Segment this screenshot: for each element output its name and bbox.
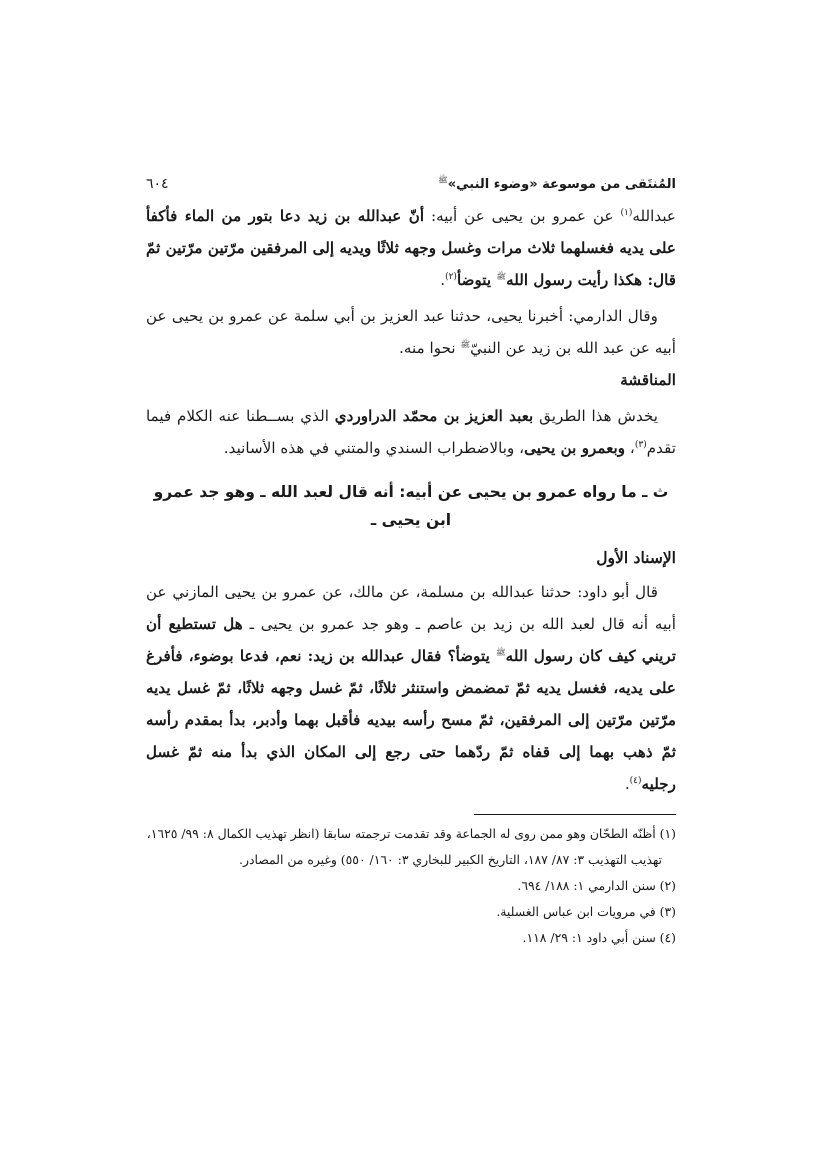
footnote-2: (٢) سنن الدارمي ١: ١٨٨/ ٦٩٤.	[517, 878, 676, 893]
footnote-ref-1: (١)	[620, 207, 633, 218]
honorific-glyph: ﷺ	[438, 175, 448, 185]
isnad-heading: الإسناد الأول	[596, 548, 676, 567]
section-heading	[146, 478, 676, 534]
footnote-3: (٣) في مرويات ابن عباس الغسلية.	[496, 904, 676, 919]
discussion-label: المناقشة	[620, 371, 676, 389]
paragraph-2: وقال الدارمي: أخبرنا يحيى، حدثنا عبد العزيز بن أبي سلمة عن عمرو بن يحيى عن أبيه عن عبد الله بن زيد عن النبيّ$^ﷺ$ نحوا منه.	[146, 307, 676, 357]
running-header	[146, 176, 676, 200]
honorific-glyph: ﷺ	[496, 271, 507, 281]
footnote-4: (٤) سنن أبي داود ١: ٢٩/ ١١٨.	[522, 930, 676, 945]
paragraph-1: عبدالله$^{(١)}$ عن عمرو بن يحيى عن أبيه: أنّ عبدالله بن زيد دعا بتور من الماء فأكفأ على يديه فغسلهما ثلاث مرات وغسل وجهه ثلاثًا ويديه إلى المرفقين مرّتين مرّتين ثمّ قال: هكذا رأيت رسول الله$^ﷺ$ يتوضأ$^{(٢)}$.	[146, 207, 676, 289]
footnote-ref-2: (٢)	[445, 271, 457, 282]
honorific-glyph: ﷺ	[496, 647, 506, 657]
footnote-ref-4: (٤)	[629, 775, 642, 786]
footnote-1: (١) أظنّه الطحّان وهو ممن روى له الجماعة وقد تقدمت ترجمته سابقا (انظر تهذيب الكمال ٨: ٩٩/ ١٦٢٥، تهذيب التهذيب ٣: ٨٧/ ١٨٧، التاريخ الكبير للبخاري ٣: ١٦٠/ ٥٥٠) وغيره من المصادر.	[146, 826, 676, 867]
section-heading-line-2: ابن يحيى ـ	[370, 511, 452, 529]
page-number: ٦٠٤	[146, 176, 169, 192]
footnote-ref-3: (٣)	[634, 439, 647, 450]
book-page	[146, 176, 676, 951]
footnotes	[146, 821, 676, 951]
paragraph-3: يخدش هذا الطريق بعبد العزيز بن محمّد الدراوردي الذي بســطنا عنه الكلام فيما تقدم$^{(٣)}$، وبعمرو بن يحيى، وبالاضطراب السندي والمتني في هذه الأسانيد.	[146, 407, 676, 457]
paragraph-4: قال أبو داود: حدثنا عبدالله بن مسلمة، عن مالك، عن عمرو بن يحيى المازني عن أبيه أنه قال لعبد الله بن زيد بن عاصم ـ وهو جد عمرو بن يحيى ـ هل تستطيع أن تريني كيف كان رسول الله$^ﷺ$ يتوضأ؟ فقال عبدالله بن زيد: نعم، فدعا بوضوء، فأفرغ على يديه، فغسل يديه ثمّ تمضمض واستنثر ثلاثًا، ثمّ غسل وجهه ثلاثًا، ثمّ غسل يديه مرّتين مرّتين إلى المرفقين، ثمّ مسح رأسه بيديه فأقبل بهما وأدبر، بدأ بمقدم رأسه ثمّ ذهب بهما إلى قفاه ثمّ ردّهما حتى رجع إلى المكان الذي بدأ منه ثمّ غسل رجليه$^{(٤)}$.	[146, 583, 676, 793]
book-title: المُنتَقى من موسوعة «وضوء النبي»$^ﷺ$	[438, 175, 676, 192]
footnote-separator	[474, 814, 676, 815]
honorific-glyph: ﷺ	[460, 339, 471, 349]
section-heading-line-1: ث ـ ما رواه عمرو بن يحيى عن أبيه: أنه قال لعبد الله ـ وهو جد عمرو	[153, 483, 669, 501]
